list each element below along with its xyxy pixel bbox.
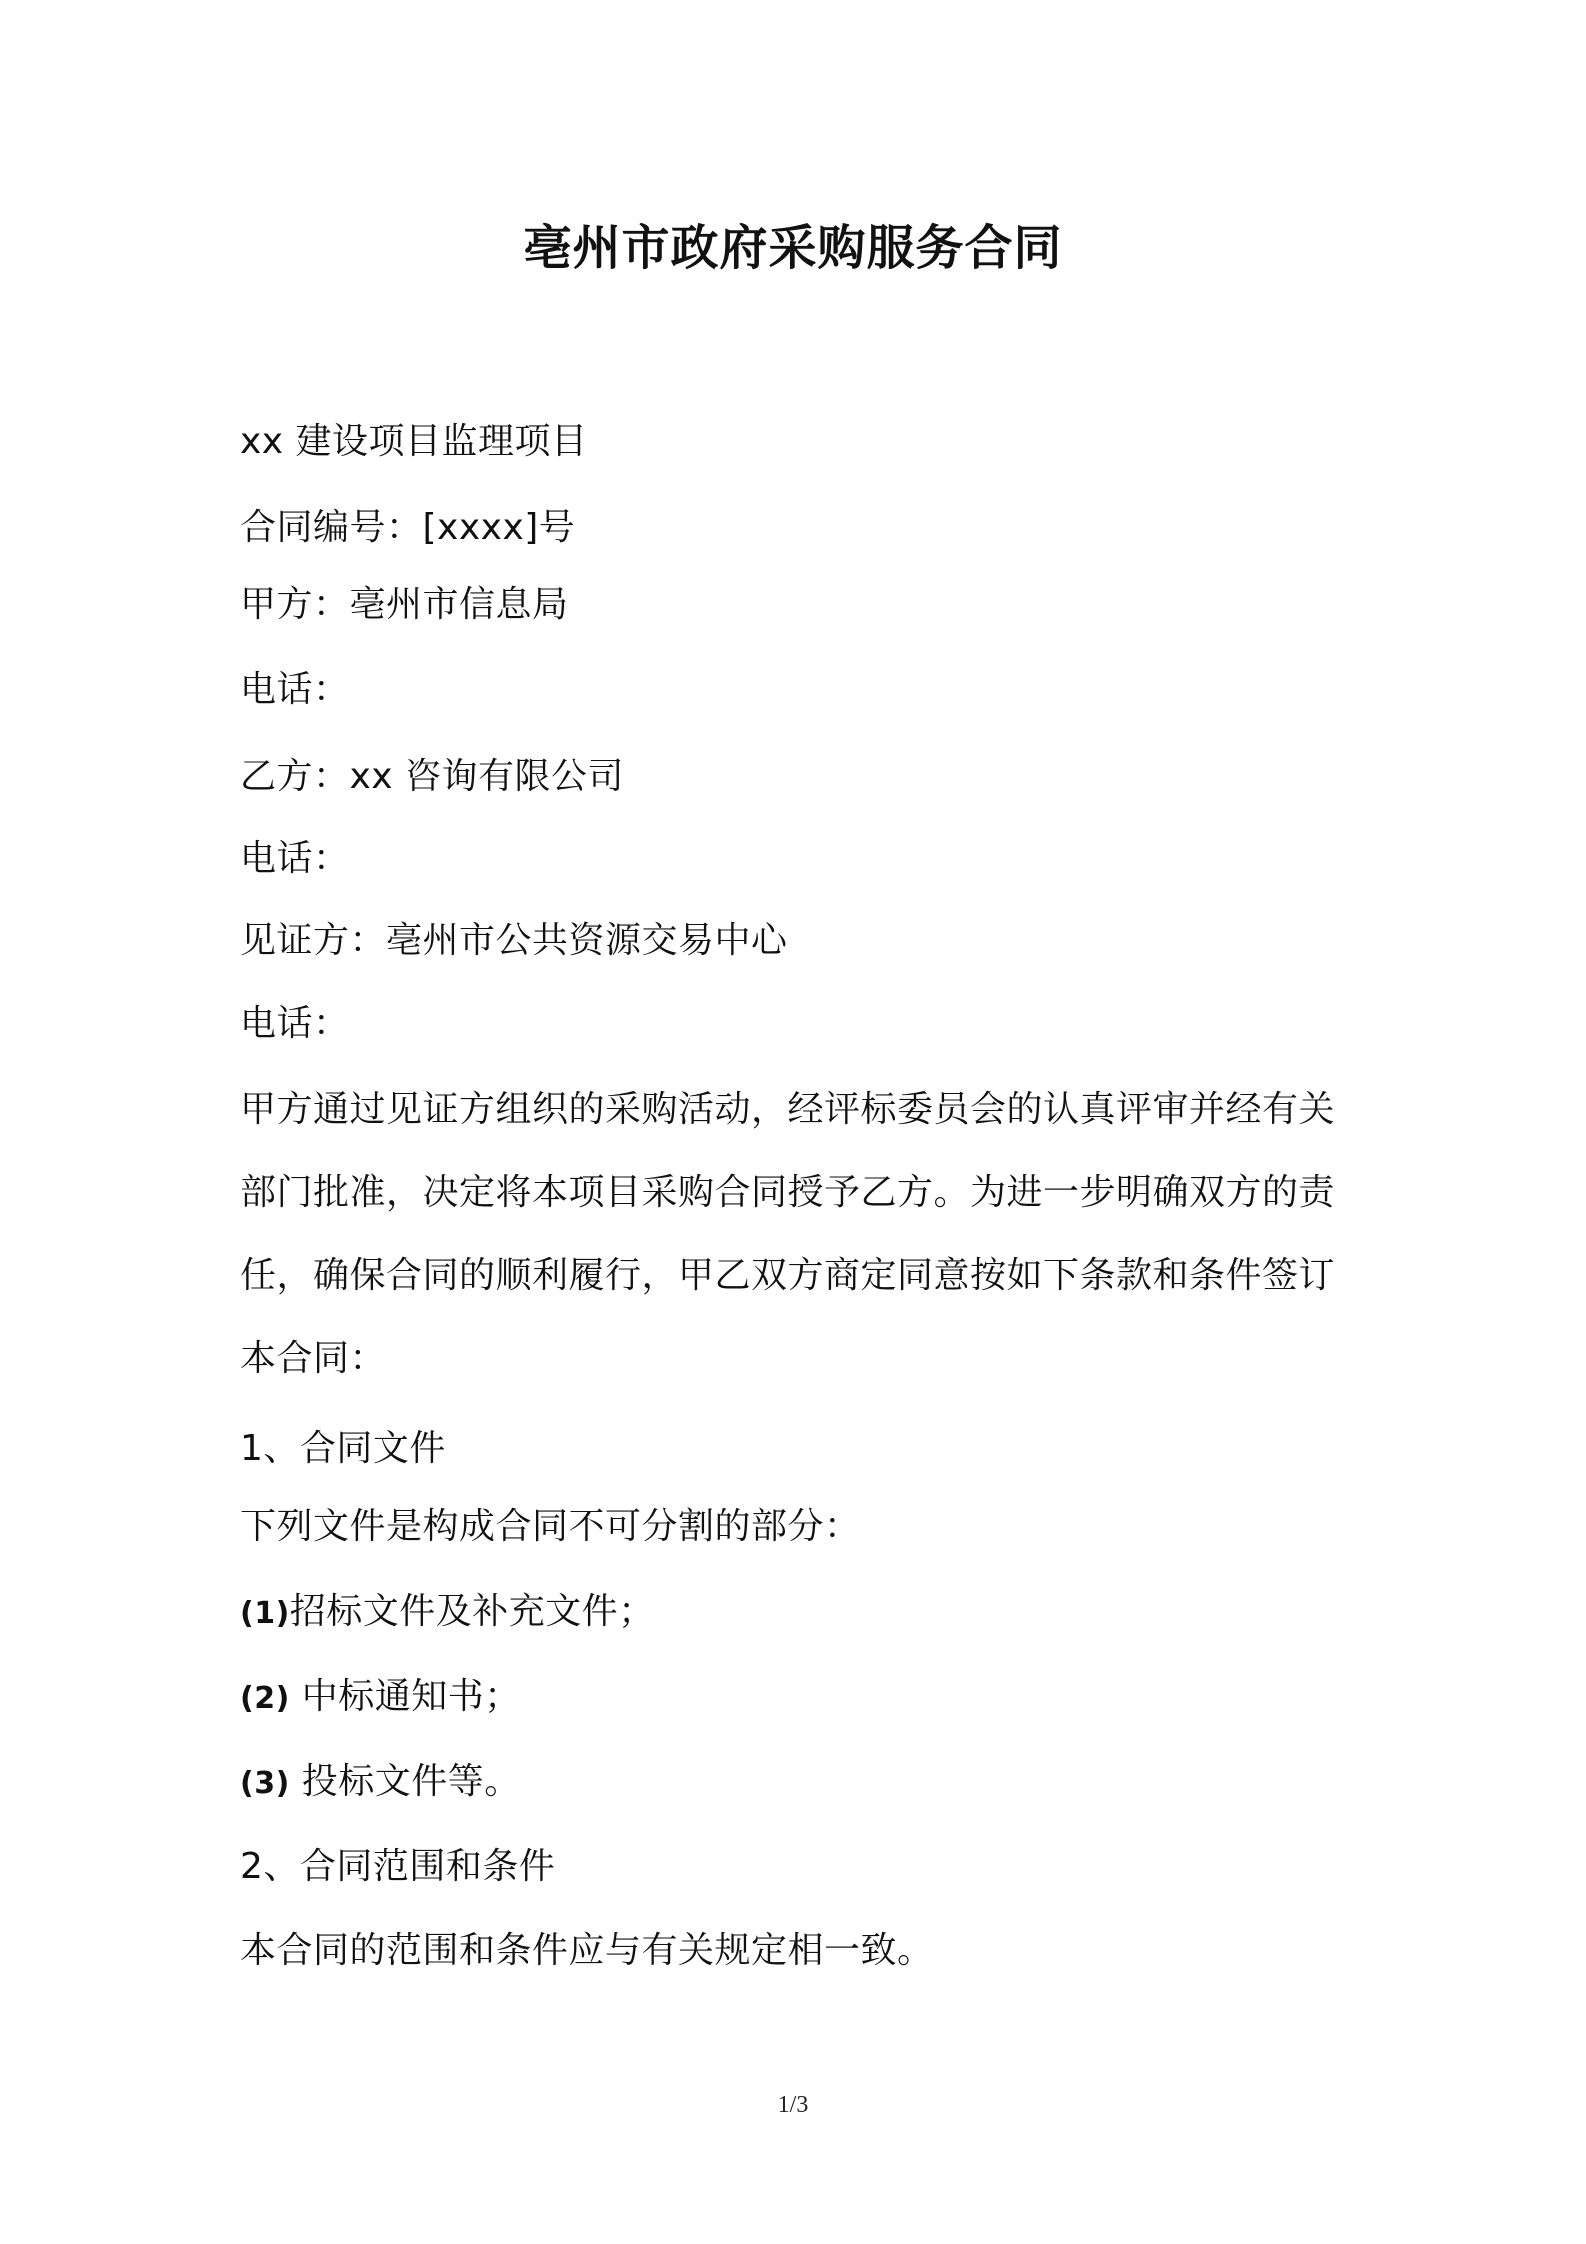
party-b-phone: 电话：	[240, 838, 350, 879]
intro-paragraph	[240, 1068, 1360, 1400]
intro-line: 任，确保合同的顺利履行，甲乙双方商定同意按如下条款和条件签订	[240, 1255, 1336, 1296]
section-2-text: 本合同的范围和条件应与有关规定相一致。	[240, 1930, 934, 1971]
contract-number: 合同编号：[xxxx]号	[240, 507, 576, 548]
section-2-heading: 2、合同范围和条件	[240, 1846, 556, 1887]
list-number: (1)	[240, 1596, 290, 1631]
witness-phone: 电话：	[240, 1003, 350, 1044]
witness-party: 见证方：亳州市公共资源交易中心	[240, 920, 788, 961]
intro-line: 部门批准，决定将本项目采购合同授予乙方。为进一步明确双方的责	[240, 1172, 1336, 1213]
list-text: 中标通知书；	[289, 1676, 521, 1717]
project-name: xx 建设项目监理项目	[240, 421, 588, 462]
page-number: 1/3	[777, 2092, 809, 2118]
list-item-1	[240, 1587, 1360, 1639]
section-1-intro: 下列文件是构成合同不可分割的部分：	[240, 1506, 861, 1547]
document-title: 亳州市政府采购服务合同	[523, 220, 1063, 276]
list-text: 招标文件及补充文件；	[289, 1591, 655, 1632]
intro-line: 本合同：	[240, 1338, 387, 1379]
party-b: 乙方：xx 咨询有限公司	[240, 756, 625, 797]
list-item-2	[240, 1672, 1360, 1724]
list-number: (3)	[240, 1766, 290, 1801]
intro-line: 甲方通过见证方组织的采购活动，经评标委员会的认真评审并经有关	[240, 1089, 1336, 1130]
list-text: 投标文件等。	[289, 1761, 521, 1802]
party-a: 甲方：亳州市信息局	[240, 584, 569, 625]
list-item-3	[240, 1757, 1360, 1809]
section-1-heading: 1、合同文件	[240, 1428, 446, 1469]
party-a-phone: 电话：	[240, 669, 350, 710]
list-number: (2)	[240, 1681, 290, 1716]
